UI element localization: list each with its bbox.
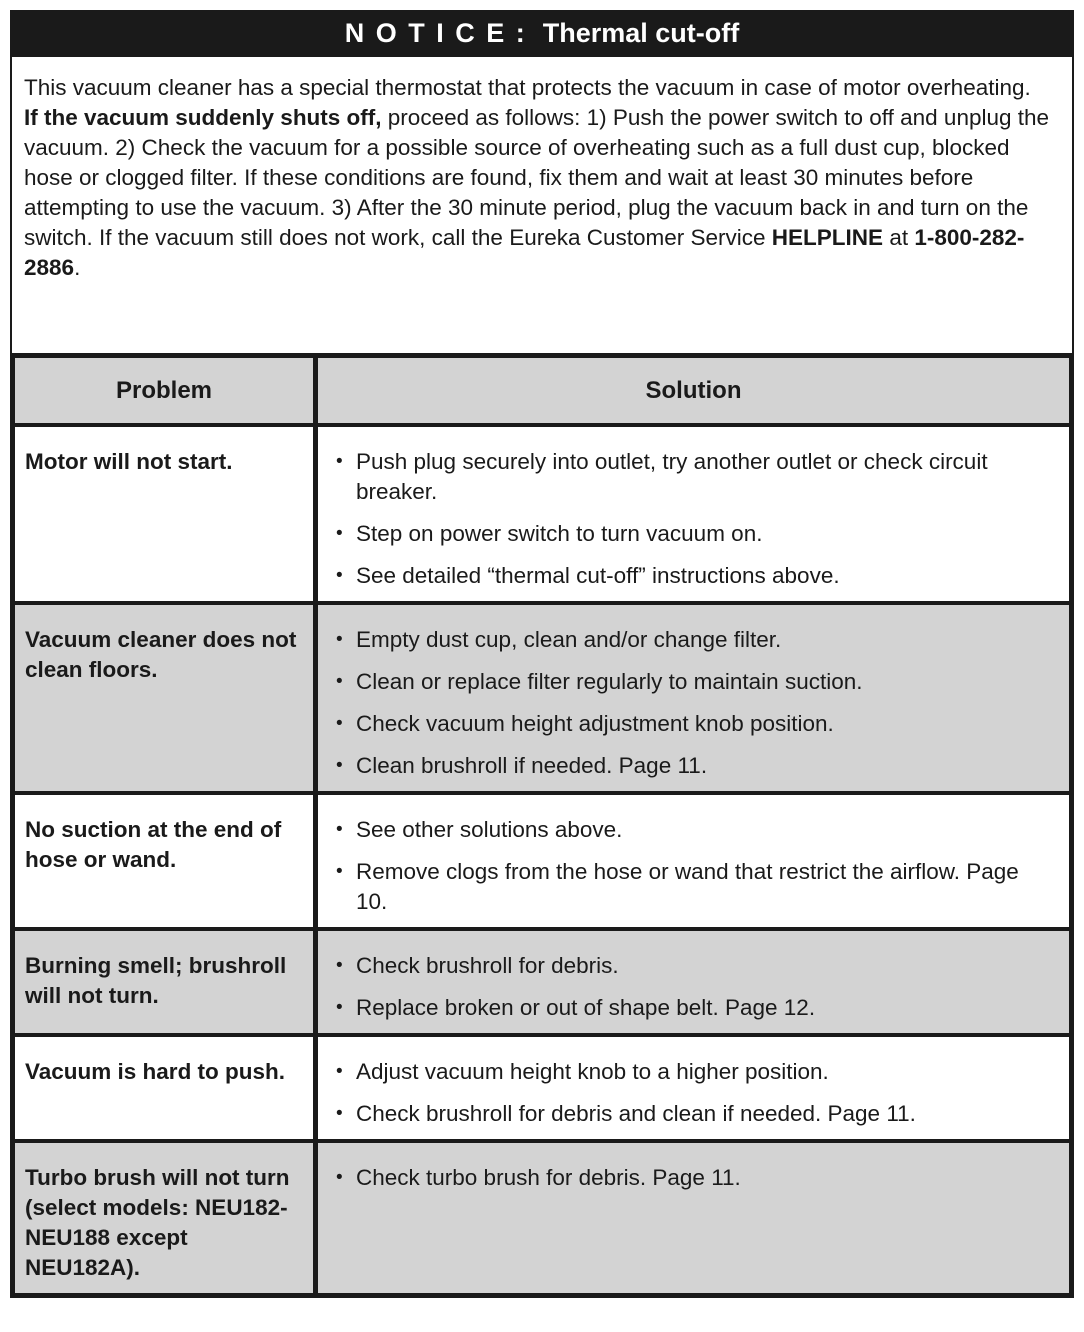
solution-item: • Replace broken or out of shape belt. Page 12.: [336, 993, 1036, 1023]
solution-item: • Empty dust cup, clean and/or change filter.: [336, 625, 1036, 655]
table-row: [15, 1033, 1069, 1139]
solution-item: • Check vacuum height adjustment knob position.: [336, 709, 1036, 739]
column-header-problem: Problem: [15, 358, 318, 423]
bullet-icon: •: [336, 861, 343, 882]
bullet-icon: •: [336, 1167, 343, 1188]
solution-item: • Step on power switch to turn vacuum on.: [336, 519, 1036, 549]
solution-item: • Check turbo brush for debris. Page 11.: [336, 1163, 1036, 1193]
solution-cell: [318, 1143, 1069, 1293]
problem-cell: Vacuum is hard to push.: [15, 1037, 318, 1139]
problem-cell: Burning smell; brushroll will not turn.: [15, 931, 318, 1033]
bullet-icon: •: [336, 1103, 343, 1124]
bullet-icon: •: [336, 1061, 343, 1082]
solution-cell: [318, 1037, 1069, 1139]
bold-phone-number: 1-800-282-2886: [24, 225, 1025, 280]
problem-cell: Vacuum cleaner does not clean floors.: [15, 605, 318, 791]
table-header-row: [15, 358, 1069, 423]
problem-cell: Motor will not start.: [15, 427, 318, 601]
solution-item: • Check brushroll for debris.: [336, 951, 1036, 981]
bullet-icon: •: [336, 629, 343, 650]
solution-item: • Clean or replace filter regularly to maintain suction.: [336, 667, 1036, 697]
solution-item: • Adjust vacuum height knob to a higher position.: [336, 1057, 1036, 1087]
troubleshooting-table: [10, 353, 1074, 1298]
notice-body-text: [12, 57, 1072, 353]
table-row: [15, 1139, 1069, 1293]
notice-title-prefix: N O T I C E :: [344, 18, 527, 48]
bullet-icon: •: [336, 565, 343, 586]
notice-title-subject: Thermal cut-off: [542, 18, 740, 48]
bullet-icon: •: [336, 671, 343, 692]
bold-helpline: HELPLINE: [771, 225, 884, 250]
bullet-icon: •: [336, 451, 343, 472]
bullet-icon: •: [336, 755, 343, 776]
solution-item: • See other solutions above.: [336, 815, 1036, 845]
problem-cell: No suction at the end of hose or wand.: [15, 795, 318, 927]
notice-paragraph-1: This vacuum cleaner has a special thermostat that protects the vacuum in case of motor overheating.: [24, 75, 1031, 100]
notice-paragraph-2: If the vacuum suddenly shuts off, proceed as follows: 1) Push the power switch to off and unplug the vacuum. 2) Check the vacuum for a possible source of overheating such as a full dust cup, blocked hose or clogged filter. If these conditions are found, fix them and wait at least 30 minutes before attempting to use the vacuum. 3) After the 30 minute period, plug the vacuum back in and turn on the switch. If the vacuum still does not work, call the Eureka Customer Service HELPLINE at 1-800-282-2886.: [24, 105, 1050, 280]
table-row: [15, 791, 1069, 927]
bold-phrase-shutoff: If the vacuum suddenly shuts off,: [24, 105, 382, 130]
solution-item: • Push plug securely into outlet, try another outlet or check circuit breaker.: [336, 447, 1036, 507]
table-row: [15, 601, 1069, 791]
solution-cell: [318, 427, 1069, 601]
bullet-icon: •: [336, 523, 343, 544]
solution-item: • Remove clogs from the hose or wand that restrict the airflow. Page 10.: [336, 857, 1036, 917]
solution-item: • See detailed “thermal cut-off” instructions above.: [336, 561, 1036, 591]
table-row: [15, 423, 1069, 601]
solution-cell: [318, 931, 1069, 1033]
thermal-cutoff-notice-box: [10, 10, 1074, 353]
solution-item: • Clean brushroll if needed. Page 11.: [336, 751, 1036, 781]
bullet-icon: •: [336, 997, 343, 1018]
bullet-icon: •: [336, 819, 343, 840]
solution-item: • Check brushroll for debris and clean if needed. Page 11.: [336, 1099, 1036, 1129]
problem-cell: Turbo brush will not turn (select models: NEU182-NEU188 except NEU182A).: [15, 1143, 318, 1293]
table-row: [15, 927, 1069, 1033]
bullet-icon: •: [336, 955, 343, 976]
notice-header-bar: [12, 10, 1072, 57]
solution-cell: [318, 795, 1069, 927]
column-header-solution: Solution: [645, 376, 742, 404]
bullet-icon: •: [336, 713, 343, 734]
solution-cell: [318, 605, 1069, 791]
